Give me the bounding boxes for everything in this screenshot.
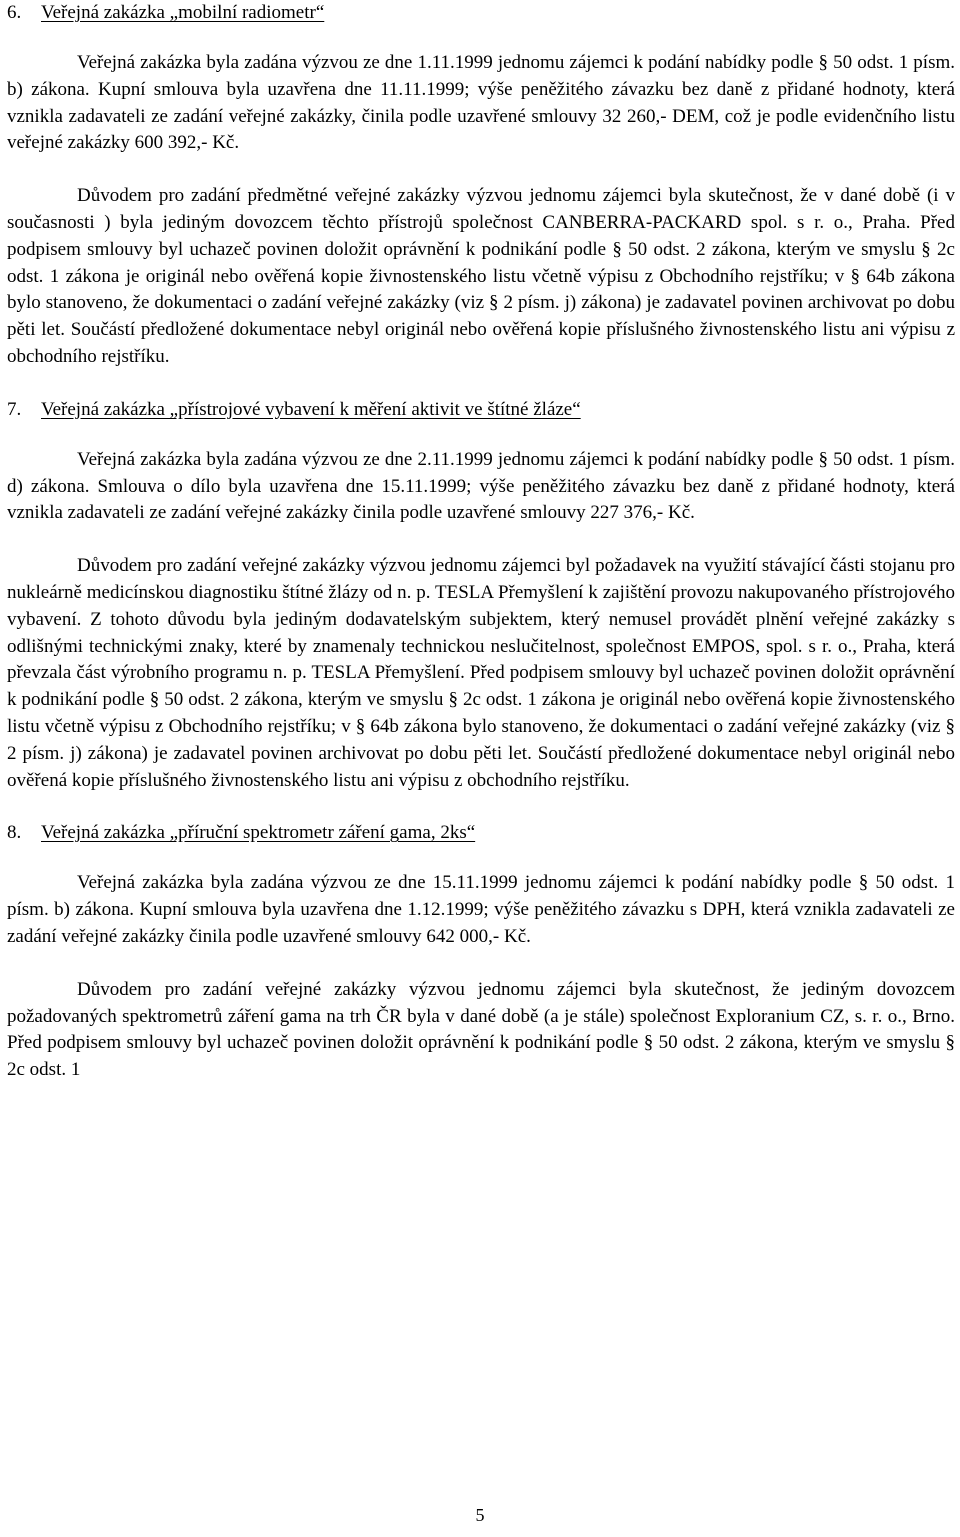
section-heading-8 <box>7 820 955 846</box>
paragraph: Důvodem pro zadání veřejné zakázky výzvou jednomu zájemci byla skutečnost, že jediným dovozcem požadovaných spektrometrů záření gama na trh ČR byla v dané době (a je stále) společnost Exploranium CZ, s. r. o., Brno. Před podpisem smlouvy byl uchazeč povinen doložit oprávnění k podnikání podle § 50 odst. 2 zákona, kterým ve smyslu § 2c odst. 1 <box>7 978 955 1081</box>
paragraph: Veřejná zakázka byla zadána výzvou ze dne 1.11.1999 jednomu zájemci k podání nabídky podle § 50 odst. 1 písm. b) zákona. Kupní smlouva byla uzavřena dne 11.11.1999; výše peněžitého závazku bez daně z přidané hodnoty, která vznikla zadavateli ze zadání veřejné zakázky, činila podle uzavřené smlouvy 32 260,- DEM, což je podle evidenčního listu veřejné zakázky 600 392,- Kč. <box>7 52 955 154</box>
paragraph: Důvodem pro zadání předmětné veřejné zakázky výzvou jednomu zájemci byla skutečnost, že v dané době (i v současnosti ) byla jediným dovozcem těchto přístrojů společnost CANBERRA-PACKARD spol. s r. o., Praha. Před podpisem smlouvy byl uchazeč povinen doložit oprávnění k podnikání podle § 50 odst. 2 zákona, kterým ve smyslu § 2c odst. 1 zákona je originál nebo ověřená kopie živnostenského listu včetně výpisu z Obchodního rejstříku; v § 64b zákona bylo stanoveno, že dokumentaci o zadání veřejné zakázky (viz § 2 písm. j) zákona) je zadavatel povinen archivovat po dobu pěti let. Součástí předložené dokumentace nebyl originál nebo ověřená kopie příslušného živnostenského listu ani výpisu z obchodního rejstříku. <box>7 185 955 367</box>
section-number: 8. <box>7 822 22 844</box>
paragraph: Důvodem pro zadání veřejné zakázky výzvou jednomu zájemci byl požadavek na využití stávající části stojanu pro nukleárně medicínskou diagnostiku štítné žlázy od n. p. TESLA Přemyšlení k zajištění provozu nakupovaného přístrojového vybavení. Z tohoto důvodu byla jediným dodavatelským subjektem, který nemusel provádět plnění veřejné zakázky s odlišnými technickými znaky, které by znamenaly technickou neslučitelnost, společnost EMPOS, spol. s r. o., Praha, která převzala část výrobního programu n. p. TESLA Přemyšlení. Před podpisem smlouvy byl uchazeč povinen doložit oprávnění k podnikání podle § 50 odst. 2 zákona, kterým ve smyslu § 2c odst. 1 zákona je originál nebo ověřená kopie živnostenského listu včetně výpisu z Obchodního rejstříku; v § 64b zákona bylo stanoveno, že dokumentaci o zadání veřejné zakázky (viz § 2 písm. j) zákona) je zadavatel povinen archivovat po dobu pěti let. Součástí předložené dokumentace nebyl originál nebo ověřená kopie příslušného živnostenského listu ani výpisu z obchodního rejstříku. <box>7 555 955 791</box>
section-number: 6. <box>7 2 22 23</box>
section-heading-7 <box>7 397 955 423</box>
paragraph: Veřejná zakázka byla zadána výzvou ze dne 2.11.1999 jednomu zájemci k podání nabídky podle § 50 odst. 1 písm. d) zákona. Smlouva o dílo byla uzavřena dne 15.11.1999; výše peněžitého závazku bez daně z přidané hodnoty, která vznikla zadavateli ze zadání veřejné zakázky činila podle uzavřené smlouvy 227 376,- Kč. <box>7 448 955 524</box>
document-body <box>7 0 955 1084</box>
section-title: Veřejná zakázka „přístrojové vybavení k měření aktivit ve štítné žláze“ <box>41 398 581 420</box>
section-title: Veřejná zakázka „mobilní radiometr“ <box>41 2 325 23</box>
section-number: 7. <box>7 398 22 420</box>
page-number: 5 <box>475 1505 485 1525</box>
section-heading-6 <box>7 0 955 26</box>
section-title: Veřejná zakázka „příruční spektrometr záření gama, 2ks“ <box>41 822 476 844</box>
paragraph: Veřejná zakázka byla zadána výzvou ze dne 15.11.1999 jednomu zájemci k podání nabídky podle § 50 odst. 1 písm. b) zákona. Kupní smlouva byla uzavřena dne 1.12.1999; výše peněžitého závazku s DPH, která vznikla zadavateli ze zadání veřejné zakázky činila podle uzavřené smlouvy 642 000,- Kč. <box>7 872 955 947</box>
